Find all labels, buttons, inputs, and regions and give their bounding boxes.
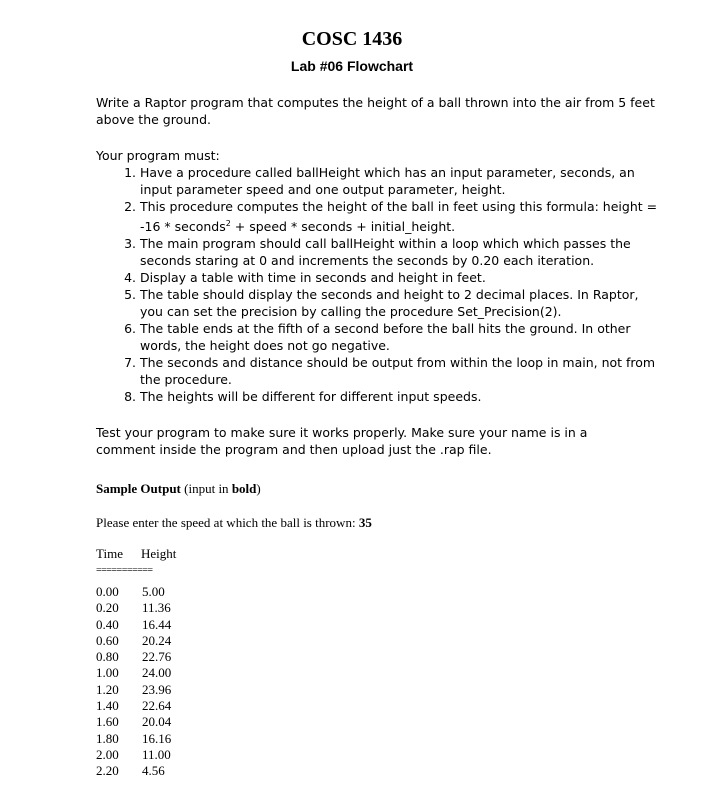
time-cell: 2.00 [96, 746, 119, 762]
height-cell: 5.00 [142, 584, 165, 599]
time-cell: 0.80 [96, 649, 119, 665]
sample-output-heading: Sample Output (input in bold) [96, 481, 261, 496]
requirement-item: 2. This procedure computes the height of the ball in feet using this formula: height = -16 * seconds$^2$ + speed * seconds + initial_height. [140, 198, 660, 235]
time-cell: 0.60 [96, 632, 119, 648]
time-cell: 0.20 [96, 600, 119, 616]
height-cell: 16.16 [142, 730, 172, 746]
header-rule: =========== [96, 565, 153, 576]
test-note-paragraph: Test your program to make sure it works properly. Make sure your name is in a comment inside the program and then upload just the .rap file. [96, 425, 588, 457]
course-title: COSC 1436 [301, 28, 403, 50]
height-cell: 23.96 [142, 681, 172, 697]
time-cell: 2.20 [96, 763, 119, 779]
requirement-item: 8. The heights will be different for different input speeds. [140, 388, 660, 405]
intro-paragraph: Write a Raptor program that computes the height of a ball thrown into the air from 5 feet above the ground. [96, 95, 655, 127]
height-cell: 11.00 [142, 746, 171, 762]
requirement-item: 4. Display a table with time in seconds and height in feet. [140, 269, 660, 286]
time-cell: 1.80 [96, 730, 119, 746]
time-cell: 1.60 [96, 714, 119, 730]
height-cell: 20.04 [142, 714, 172, 730]
requirement-item: 5. The table should display the seconds and height to 2 decimal places. In Raptor, you can set the precision by calling the procedure Set_Precision(2). [140, 286, 660, 320]
time-cell: 0.40 [96, 616, 119, 632]
sample-prompt: Please enter the speed at which the ball is thrown: 35 [96, 515, 372, 530]
lab-title: Lab #06 Flowchart [290, 58, 414, 74]
time-cell: 1.20 [96, 681, 119, 697]
time-cell: 1.40 [96, 698, 119, 714]
height-cell: 22.64 [142, 698, 172, 714]
requirements-list [118, 164, 660, 405]
column-header-height: Height [141, 546, 177, 561]
requirement-item: 6. The table ends at the fifth of a second before the ball hits the ground. In other words, the height does not go negative. [140, 320, 660, 354]
height-cell: 16.44 [142, 616, 172, 632]
requirement-item: 7. The seconds and distance should be output from within the loop in main, not from the procedure. [140, 354, 660, 388]
requirement-item: 3. The main program should call ballHeight within a loop which which passes the seconds staring at 0 and increments the seconds by 0.20 each iteration. [140, 235, 660, 269]
height-cell: 20.24 [142, 632, 172, 648]
height-cell: 11.36 [142, 600, 171, 616]
requirements-label: Your program must: [96, 148, 220, 163]
time-cell: 0.00 [96, 584, 119, 599]
column-header-time: Time [96, 546, 123, 561]
height-cell: 22.76 [142, 649, 172, 665]
height-cell: 24.00 [142, 665, 172, 681]
height-cell: 4.56 [142, 763, 165, 779]
time-cell: 1.00 [96, 665, 119, 681]
requirement-item: 1. Have a procedure called ballHeight which has an input parameter, seconds, an input parameter speed and one output parameter, height. [140, 164, 660, 198]
